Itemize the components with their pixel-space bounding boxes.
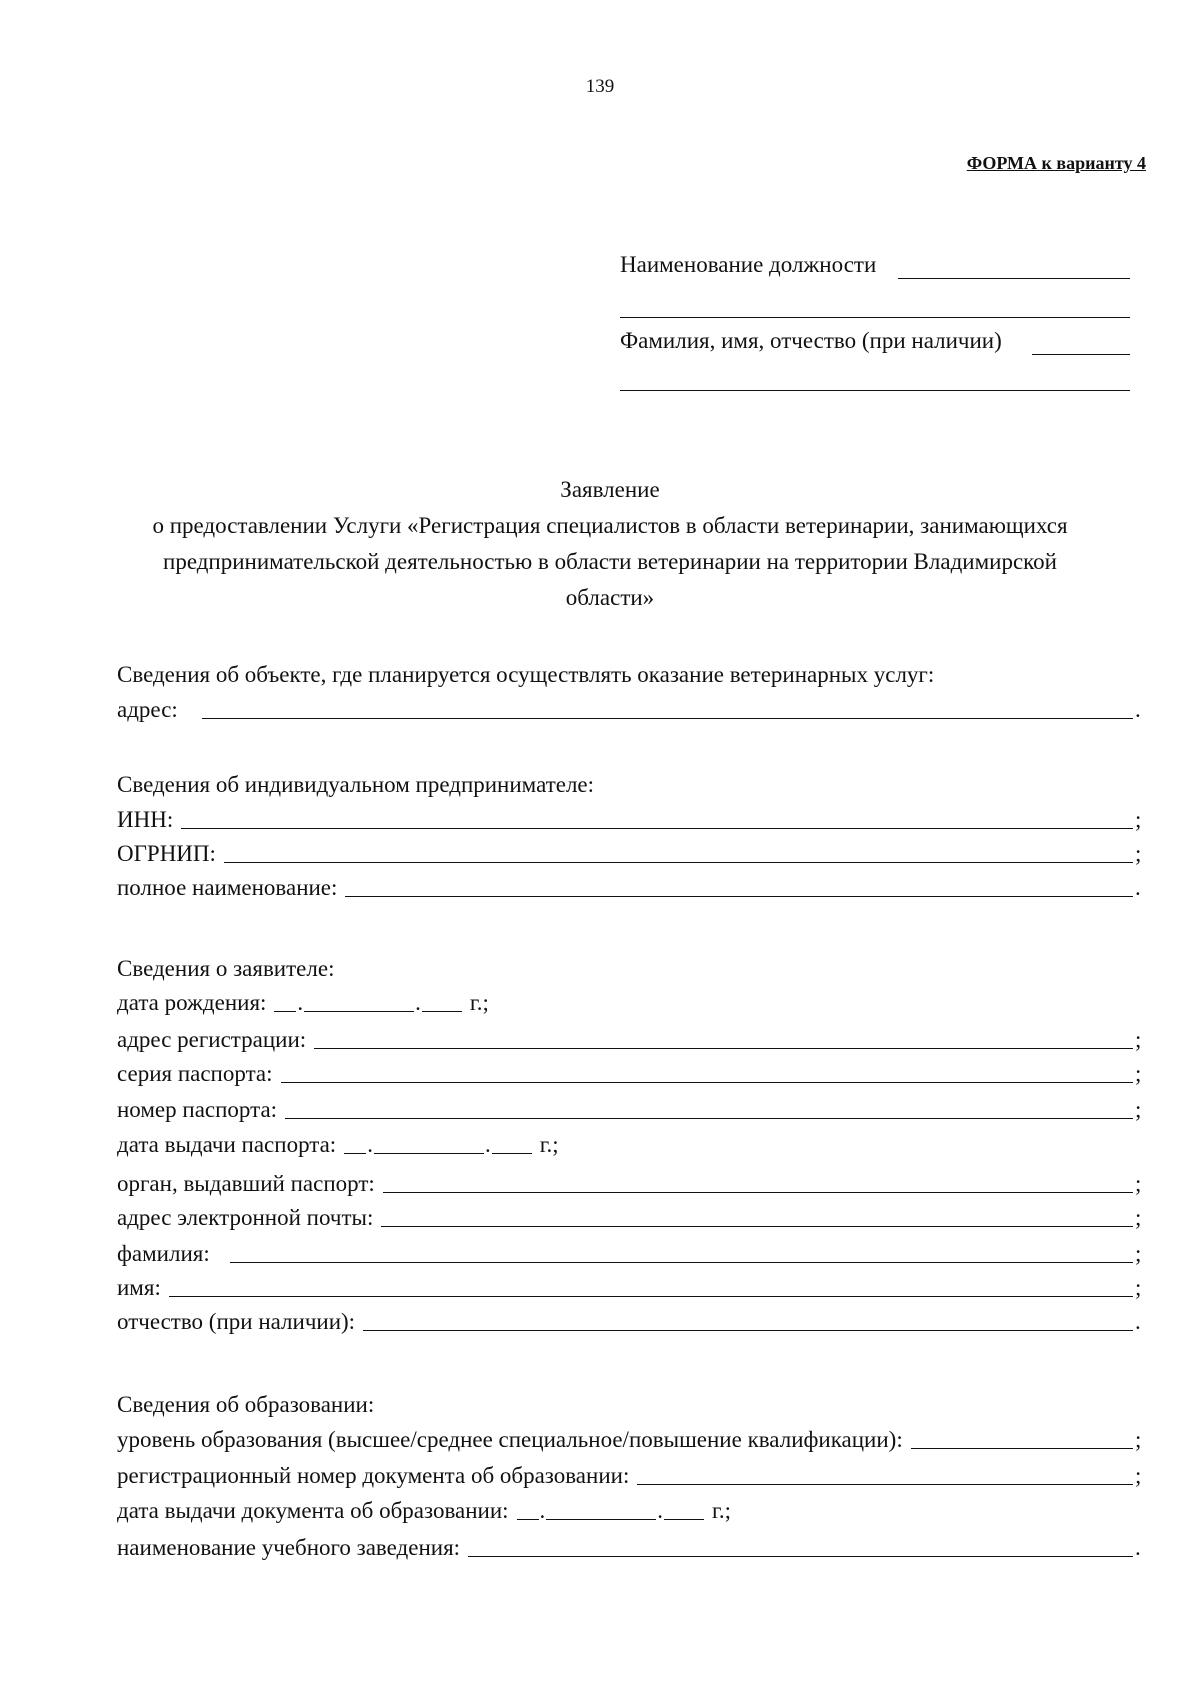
inn-end: ;: [1135, 807, 1142, 832]
issuing-authority-line[interactable]: [383, 1192, 1133, 1193]
passport-year-line[interactable]: [492, 1153, 532, 1154]
education-level-field[interactable]: [117, 1424, 1147, 1454]
institution-field[interactable]: [117, 1532, 1147, 1562]
passport-number-field[interactable]: [117, 1094, 1147, 1124]
email-label: адрес электронной почты:: [117, 1205, 374, 1230]
full-name-line-2[interactable]: [620, 390, 1130, 391]
birth-year-suffix: г.;: [469, 990, 489, 1015]
institution-line[interactable]: [468, 1556, 1133, 1557]
education-reg-number-line[interactable]: [637, 1484, 1133, 1485]
patronymic-line[interactable]: [363, 1330, 1133, 1331]
education-month-line[interactable]: [546, 1519, 656, 1520]
birth-date-label: дата рождения:: [117, 990, 267, 1015]
passport-year-suffix: г.;: [539, 1132, 559, 1157]
institution-end: .: [1135, 1535, 1141, 1560]
surname-line[interactable]: [230, 1262, 1133, 1263]
registration-address-field[interactable]: [117, 1024, 1147, 1054]
patronymic-label: отчество (при наличии):: [117, 1309, 356, 1334]
ogrnip-field[interactable]: [117, 838, 1147, 868]
registration-address-end: ;: [1135, 1027, 1142, 1052]
surname-label: фамилия:: [117, 1241, 210, 1266]
position-line-1[interactable]: [898, 278, 1130, 279]
birth-month-line[interactable]: [304, 1011, 414, 1012]
title-line-1: о предоставлении Услуги «Регистрация специалистов в области ветеринарии, занимающихся: [152, 513, 1068, 538]
patronymic-field[interactable]: [117, 1306, 1147, 1336]
education-level-label: уровень образования (высшее/среднее специальное/повышение квалификации):: [117, 1427, 903, 1452]
passport-series-end: ;: [1135, 1061, 1142, 1086]
ogrnip-end: ;: [1135, 841, 1142, 866]
education-date-sep-2: .: [657, 1498, 664, 1523]
passport-number-end: ;: [1135, 1097, 1142, 1122]
inn-line[interactable]: [181, 828, 1133, 829]
position-label: Наименование должности: [620, 252, 877, 277]
passport-day-line[interactable]: [344, 1153, 366, 1154]
title-heading: Заявление: [560, 477, 660, 502]
object-address-line[interactable]: [202, 718, 1133, 719]
full-name-entrepreneur-line[interactable]: [345, 896, 1133, 897]
full-name-label: Фамилия, имя, отчество (при наличии): [620, 328, 1002, 353]
passport-number-line[interactable]: [285, 1118, 1133, 1119]
ogrnip-label: ОГРНИП:: [117, 841, 216, 866]
position-line-2[interactable]: [620, 317, 1130, 318]
ogrnip-line[interactable]: [224, 862, 1133, 863]
form-variant-label: ФОРМА к варианту 4: [966, 153, 1146, 173]
full-name-line-1[interactable]: [1032, 354, 1130, 355]
passport-date-sep-2: .: [484, 1132, 491, 1157]
email-field[interactable]: [117, 1202, 1147, 1232]
object-address-end: .: [1135, 697, 1141, 722]
title-line-2: предпринимательской деятельностью в области ветеринарии на территории Владимирской: [163, 549, 1057, 574]
email-end: ;: [1135, 1205, 1142, 1230]
surname-end: ;: [1135, 1241, 1142, 1266]
inn-field[interactable]: [117, 804, 1147, 834]
applicant-section-heading: Сведения о заявителе:: [117, 956, 335, 981]
passport-series-line[interactable]: [281, 1082, 1134, 1083]
issuing-authority-label: орган, выдавший паспорт:: [117, 1171, 375, 1196]
passport-series-field[interactable]: [117, 1058, 1147, 1088]
education-level-line[interactable]: [911, 1448, 1133, 1449]
first-name-line[interactable]: [169, 1296, 1133, 1297]
passport-series-label: серия паспорта:: [117, 1061, 273, 1086]
patronymic-end: .: [1135, 1309, 1141, 1334]
registration-address-label: адрес регистрации:: [117, 1027, 307, 1052]
object-address-field[interactable]: [117, 694, 1147, 724]
education-reg-number-label: регистрационный номер документа об образовании:: [117, 1463, 630, 1488]
full-name-entrepreneur-field[interactable]: [117, 872, 1147, 902]
birth-date-field[interactable]: [117, 988, 489, 1018]
first-name-end: ;: [1135, 1275, 1142, 1300]
passport-month-line[interactable]: [374, 1153, 484, 1154]
institution-label: наименование учебного заведения:: [117, 1535, 461, 1560]
passport-date-field[interactable]: [117, 1130, 559, 1160]
object-address-label: адрес:: [117, 697, 178, 722]
issuing-authority-end: ;: [1135, 1171, 1142, 1196]
birth-year-line[interactable]: [422, 1011, 462, 1012]
education-section-heading: Сведения об образовании:: [117, 1392, 375, 1417]
birth-day-line[interactable]: [274, 1011, 296, 1012]
title-line-3: области»: [565, 585, 655, 610]
birth-date-sep-1: .: [297, 990, 304, 1015]
education-reg-number-field[interactable]: [117, 1460, 1147, 1490]
education-doc-date-field[interactable]: [117, 1496, 731, 1526]
surname-field[interactable]: [117, 1238, 1147, 1268]
first-name-field[interactable]: [117, 1272, 1147, 1302]
education-year-suffix: г.;: [712, 1498, 732, 1523]
full-name-entrepreneur-label: полное наименование:: [117, 875, 338, 900]
email-line[interactable]: [381, 1226, 1133, 1227]
passport-date-label: дата выдачи паспорта:: [117, 1132, 337, 1157]
education-level-end: ;: [1135, 1427, 1142, 1452]
entrepreneur-section-heading: Сведения об индивидуальном предпринимателе:: [117, 772, 595, 797]
passport-date-sep-1: .: [367, 1132, 373, 1157]
page-number: 139: [585, 76, 615, 97]
education-reg-number-end: ;: [1135, 1463, 1142, 1488]
first-name-label: имя:: [117, 1275, 161, 1300]
passport-number-label: номер паспорта:: [117, 1097, 278, 1122]
issuing-authority-field[interactable]: [117, 1168, 1147, 1198]
object-section-heading: Сведения об объекте, где планируется осуществлять оказание ветеринарных услуг:: [117, 662, 935, 687]
education-doc-date-label: дата выдачи документа об образовании:: [117, 1498, 509, 1523]
education-year-line[interactable]: [664, 1519, 704, 1520]
education-date-sep-1: .: [539, 1498, 546, 1523]
inn-label: ИНН:: [117, 807, 174, 832]
registration-address-line[interactable]: [314, 1048, 1133, 1049]
full-name-entrepreneur-end: .: [1135, 875, 1141, 900]
education-day-line[interactable]: [517, 1519, 539, 1520]
birth-date-sep-2: .: [415, 990, 421, 1015]
application-title: [120, 472, 1100, 616]
